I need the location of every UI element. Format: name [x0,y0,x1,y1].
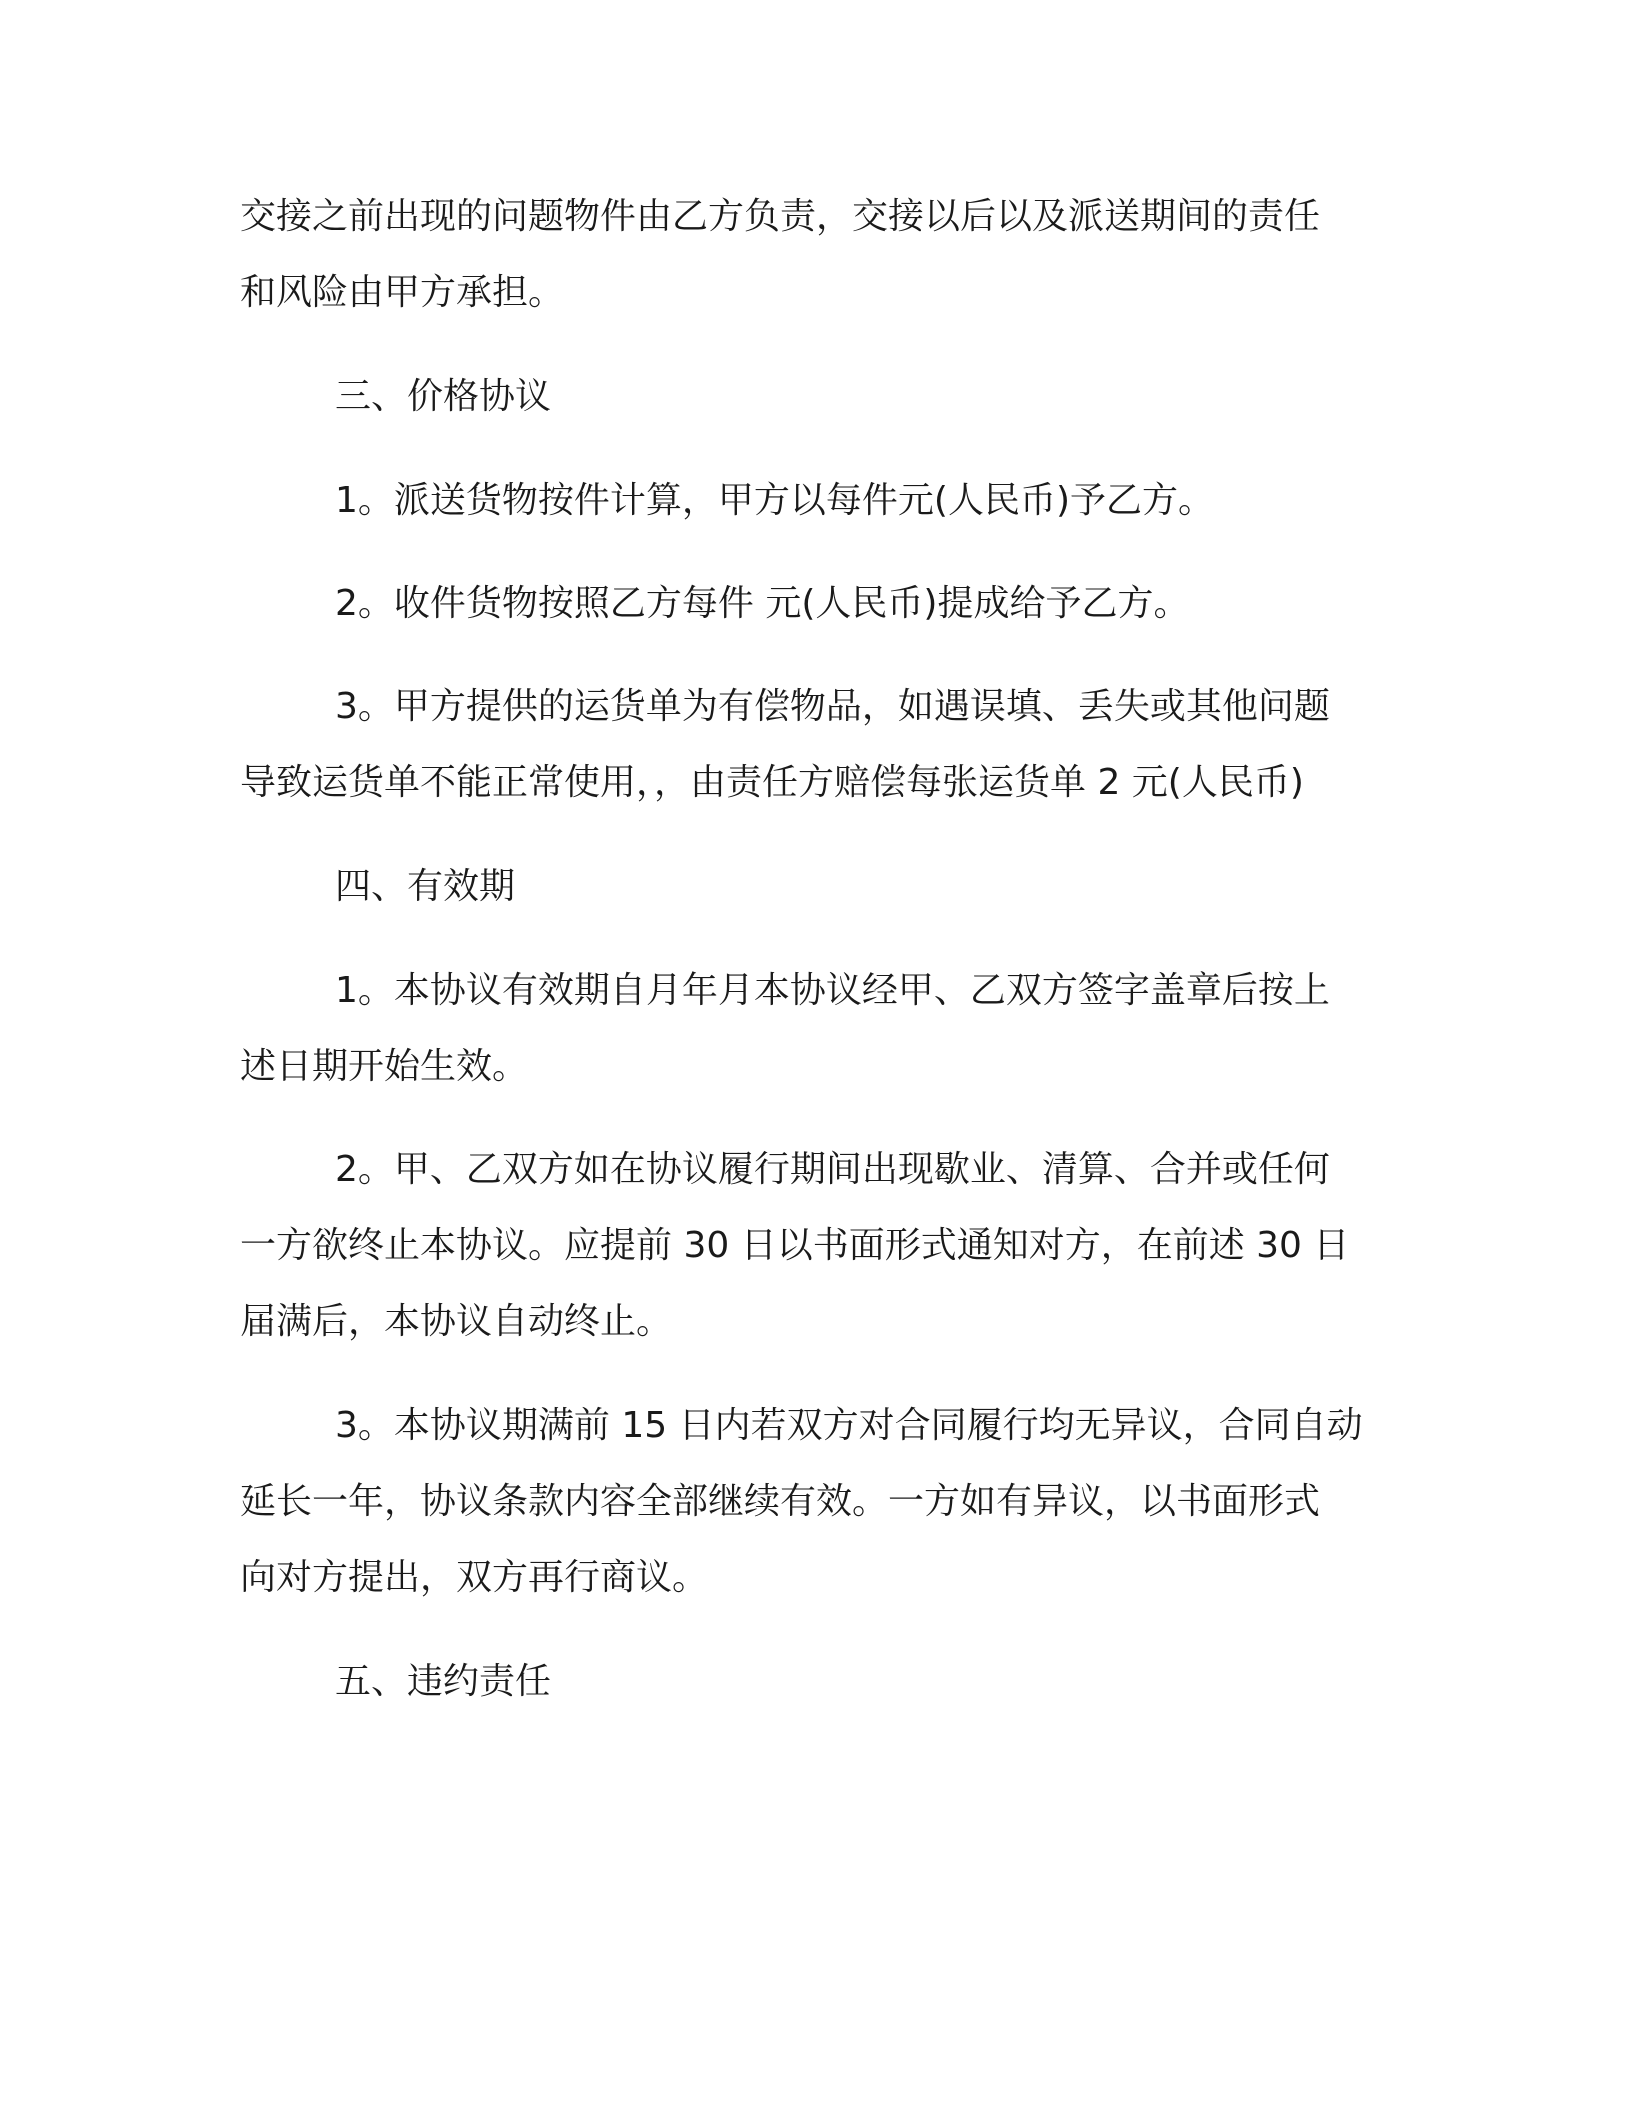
section-heading-liability: 五、违约责任 [335,1661,552,1702]
text-line: 导致运货单不能正常使用，，由责任方赔偿每张运货单 2 元(人民币) [240,762,1304,803]
text-line: 向对方提出，双方再行商议。 [240,1557,709,1598]
clause-line: 1。派送货物按件计算，甲方以每件元(人民币)予乙方。 [335,480,1214,521]
clause-line: 2。甲、乙双方如在协议履行期间出现歇业、清算、合并或任何 [335,1149,1330,1190]
text-line: 届满后，本协议自动终止。 [240,1301,673,1342]
text-line: 延长一年，协议条款内容全部继续有效。一方如有异议，以书面形式 [240,1481,1321,1522]
clause-line: 1。本协议有效期自月年月本协议经甲、乙双方签字盖章后按上 [335,970,1330,1011]
text-line: 一方欲终止本协议。应提前 30 日以书面形式通知对方，在前述 30 日 [240,1225,1350,1266]
text-line: 述日期开始生效。 [240,1046,529,1087]
section-heading-price: 三、价格协议 [335,376,552,417]
clause-line: 2。收件货物按照乙方每件 元(人民币)提成给予乙方。 [335,583,1190,624]
clause-line: 3。本协议期满前 15 日内若双方对合同履行均无异议，合同自动 [335,1405,1363,1446]
section-heading-validity: 四、有效期 [335,866,516,907]
clause-line: 3。甲方提供的运货单为有偿物品，如遇误填、丢失或其他问题 [335,686,1330,727]
text-line: 和风险由甲方承担。 [240,272,565,313]
text-line: 交接之前出现的问题物件由乙方负责，交接以后以及派送期间的责任 [240,196,1321,237]
